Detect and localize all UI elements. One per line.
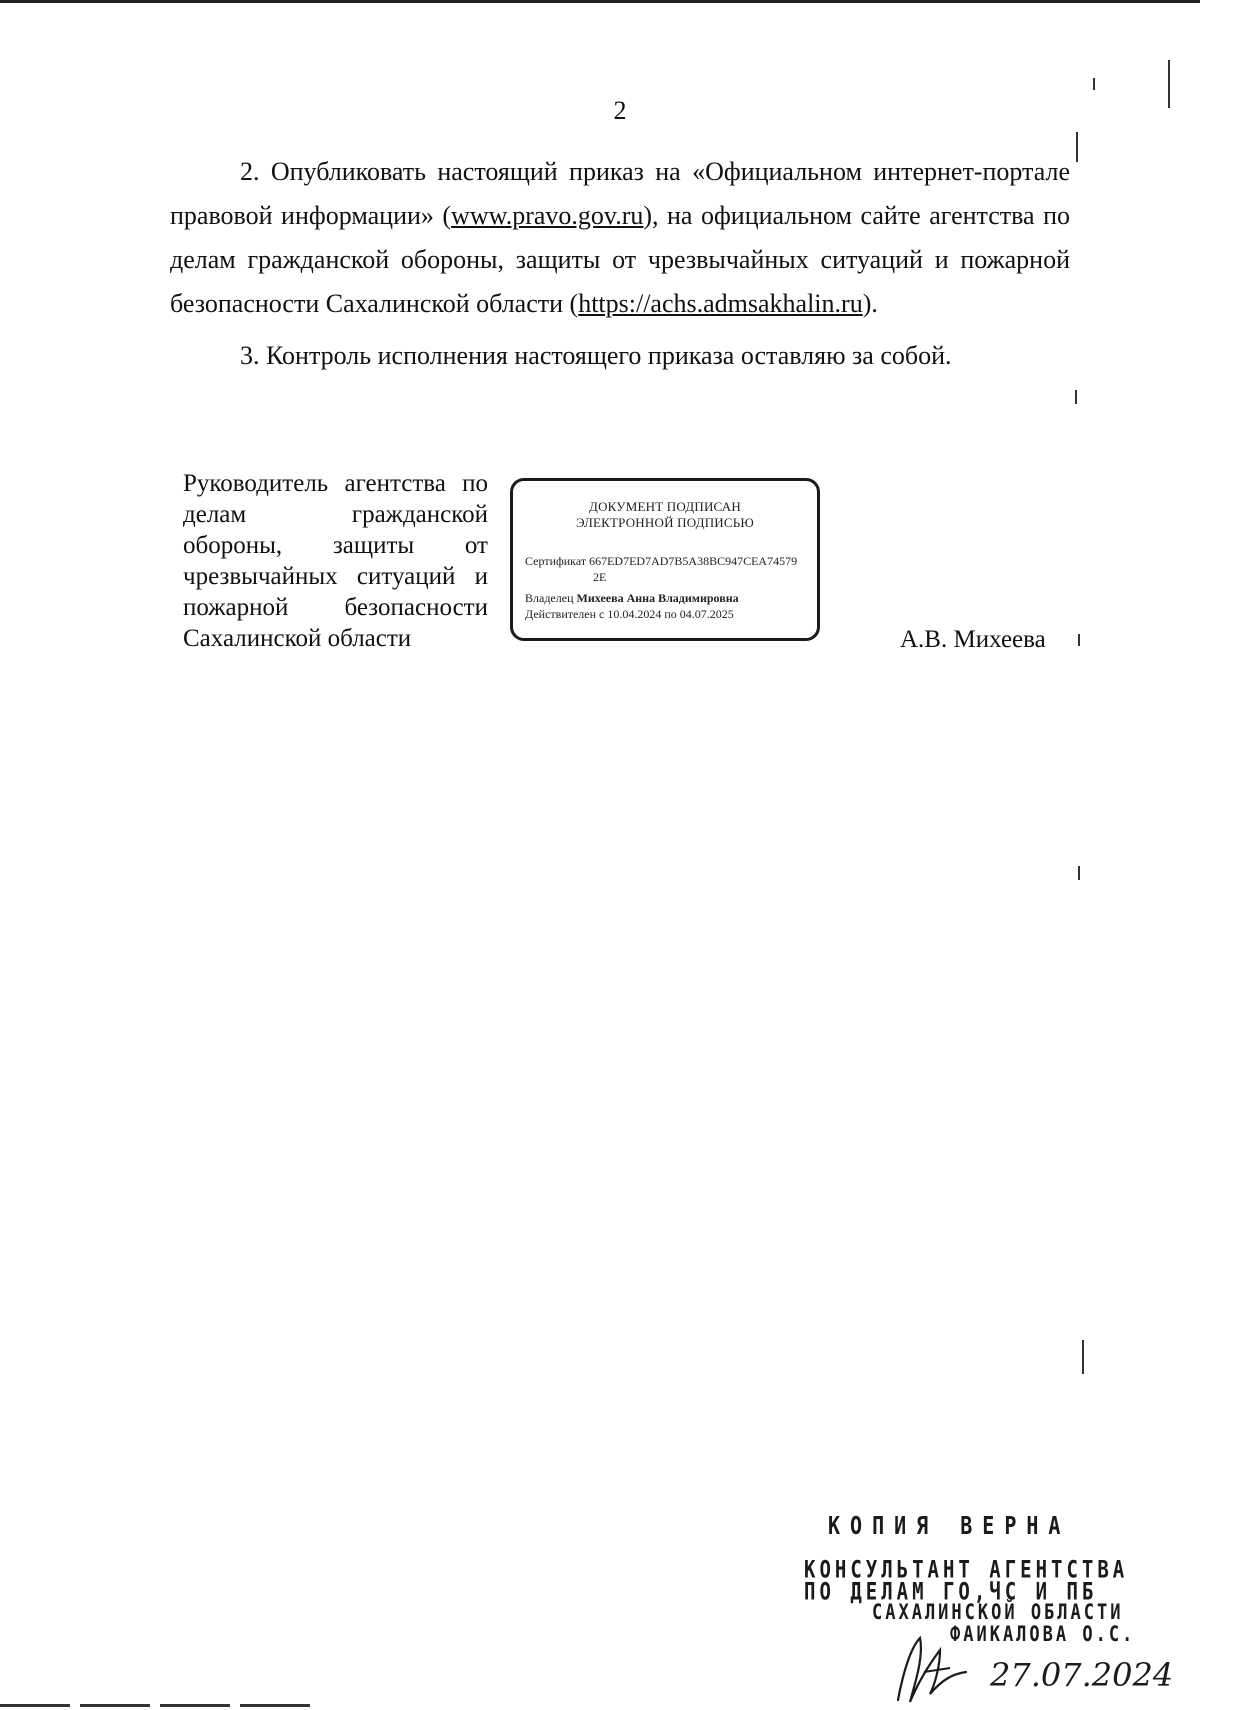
scan-top-edge [0,0,1200,3]
stamp-title-line-1: ДОКУМЕНТ ПОДПИСАН [589,499,741,514]
copy-stamp-line: ПО ДЕЛАМ ГО,ЧС И ПБ [804,1578,1098,1606]
cert-label: Сертификат [525,554,587,568]
scan-speck [1078,866,1080,880]
electronic-signature-stamp [510,478,820,641]
owner-value: Михеева Анна Владимировна [576,591,739,605]
handwritten-signature-and-date [890,1628,1174,1708]
scan-speck [1078,634,1080,646]
copy-certified-title: КОПИЯ ВЕРНА [828,1510,1071,1540]
stamp-owner [525,591,739,605]
position-line: делам гражданской [183,501,488,528]
copy-stamp-line: ФАИКАЛОВА О.С. [950,1622,1136,1647]
scan-speck [1076,132,1078,162]
stamp-title [513,499,817,531]
paragraph-2-text-b: ), на официальном сайте агентства по делам гражданской обороны, защиты от чрезвычайных ситуаций и пожарной безопасности Сахалинской области ( [170,201,1070,318]
stamp-title-line-2: ЭЛЕКТРОННОЙ ПОДПИСЬЮ [576,515,754,530]
signer-name: А.В. Михеева [900,626,1046,653]
page-number: 2 [613,96,627,125]
handwritten-date: 27.07.2024 [990,1656,1174,1694]
position-line: обороны, защиты от [183,532,488,559]
copy-stamp-line: КОНСУЛЬТАНТ АГЕНТСТВА [804,1556,1129,1584]
position-line: пожарной безопасности [183,594,488,621]
scan-bottom-edge [0,1704,320,1707]
paragraph-2-text-a: 2. Опубликовать настоящий приказ на «Официальном интернет-портале правовой информации» ( [170,157,1070,230]
stamp-certificate [525,554,797,568]
copy-stamp-line: САХАЛИНСКОЙ ОБЛАСТИ [872,1600,1124,1625]
pravo-link[interactable]: www.pravo.gov.ru [451,201,644,230]
position-line: чрезвычайных ситуаций и [183,563,488,590]
paragraph-2-text-c: ). [862,289,878,318]
achs-link[interactable]: https://achs.admsakhalin.ru [578,289,863,318]
stamp-validity: Действителен с 10.04.2024 по 04.07.2025 [525,607,734,621]
cert-value: 667ED7ED7AD7B5A38BC947CEA74579 [589,554,798,568]
scan-speck [1093,78,1095,90]
cert-value-continued: 2E [593,570,607,584]
signatory-position [183,468,488,654]
position-line: Руководитель агентства по [183,470,488,497]
scan-speck [1075,390,1077,404]
order-body [170,150,1070,378]
paragraph-3: 3. Контроль исполнения настоящего приказа оставляю за собой. [240,341,952,370]
scan-speck [1082,1340,1084,1374]
scan-speck [1168,60,1170,108]
owner-label: Владелец [525,591,574,605]
position-line: Сахалинской области [183,625,412,652]
paragraph-2 [170,150,1070,326]
